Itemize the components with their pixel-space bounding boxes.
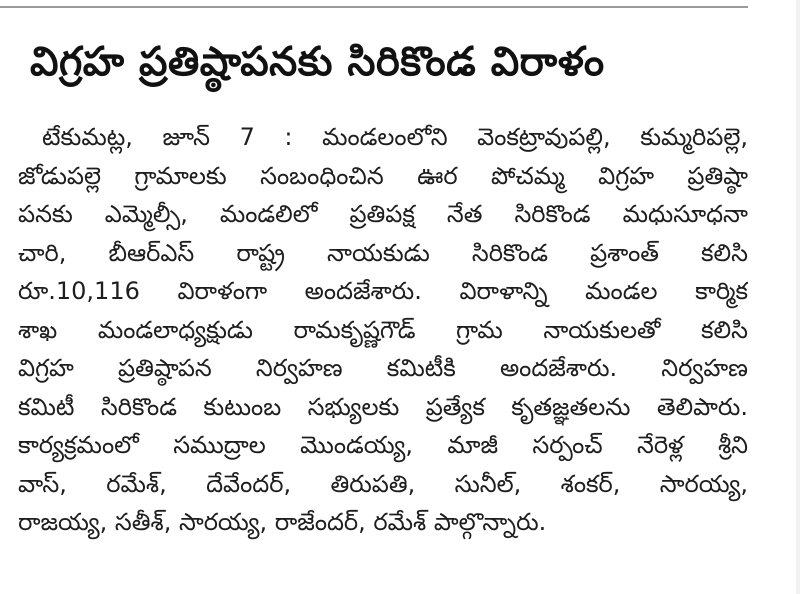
body-line-10: వాస్, రమేశ్, దేవేందర్, తిరుపతి, సునీల్, శంకర్, సారయ్య, — [18, 469, 748, 498]
body-line-4: చారి, బీఆర్ఎస్ రాష్ట్ర నాయకుడు సిరికొండ ప్రశాంత్ కలిసి — [18, 238, 748, 267]
body-line-3: పనకు ఎమ్మెల్సీ, మండలిలో ప్రతిపక్ష నేత సిరికొండ మధుసూధనా — [18, 200, 748, 228]
body-line-9: కార్యక్రమంలో సముద్రాల మొండయ్య, మాజీ సర్పంచ్ నేరెళ్ల శ్రీని — [18, 431, 748, 459]
body-line-6: శాఖ మండలాధ్యక్షుడు రామకృష్ణగౌడ్ గ్రామ నాయకులతో కలిసి — [18, 315, 748, 344]
top-divider — [0, 6, 748, 8]
body-line-2: జోడుపల్లె గ్రామాలకు సంబంధించిన ఊర పోచమ్మ విగ్రహ ప్రతిష్ఠా — [18, 161, 748, 190]
body-line-1: టేకుమట్ల, జూన్ 7 : మండలంలోని వెంకట్రావుపల్లి, కుమ్మరిపల్లె, — [42, 123, 748, 151]
body-line-7: విగ్రహ ప్రతిష్ఠాపన నిర్వహణ కమిటీకి అందజేశారు. నిర్వహణ — [18, 354, 748, 382]
body-line-5: రూ.10,116 విరాళంగా అందజేశారు. విరాళాన్ని మండల కార్మిక — [18, 277, 748, 305]
body-line-8: కమిటీ సిరికొండ కుటుంబ సభ్యులకు ప్రత్యేక కృతజ్ఞతలను తెలిపారు. — [18, 392, 748, 421]
body-line-11: రాజయ్య, సతీశ్, సారయ్య, రాజేందర్, రమేశ్ పాల్గొన్నారు. — [18, 508, 547, 536]
clipping-edge — [796, 0, 800, 594]
article-body — [18, 118, 748, 542]
article-headline: విగ్రహ ప్రతిష్ఠాపనకు సిరికొండ విరాళం — [30, 39, 605, 85]
